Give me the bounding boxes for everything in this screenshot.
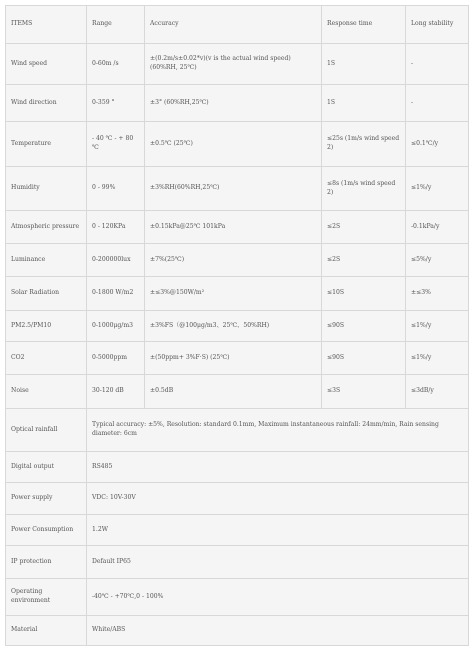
response-cell: 1S [322,85,406,122]
accuracy-cell: ±0.5dB [145,375,322,409]
table-row [6,122,469,167]
spec-row [6,452,469,483]
spec-row [6,546,469,579]
item-cell: Temperature [6,122,87,167]
stability-cell: ≤0.1℃/y [406,122,469,167]
stability-cell: ±≤3% [406,277,469,311]
spec-value-cell: Typical accuracy: ±5%, Resolution: standard 0.1mm, Maximum instantaneous rainfall: 24mm/min, Rain sensing diameter: 6cm [87,409,469,452]
response-cell: ≤90S [322,311,406,342]
stability-cell: ≤1%/y [406,342,469,375]
header-cell-long-stability: Long stability [406,6,469,44]
range-cell: 0-1000μg/m3 [87,311,145,342]
header-cell-items: ITEMS [6,6,87,44]
item-cell: Solar Radiation [6,277,87,311]
response-cell: ≤90S [322,342,406,375]
spec-value-cell: White/ABS [87,616,469,646]
item-cell: Luminance [6,244,87,277]
spec-value-cell: Default IP65 [87,546,469,579]
table-row [6,342,469,375]
header-cell-accuracy: Accuracy [145,6,322,44]
item-cell: Noise [6,375,87,409]
item-cell: Atmospheric pressure [6,211,87,244]
stability-cell: -0.1kPa/y [406,211,469,244]
range-cell: 0-60m /s [87,44,145,85]
range-cell: 0 - 99% [87,167,145,211]
spec-value-cell: VDC: 10V-30V [87,483,469,515]
spec-item-cell: Power Consumption [6,515,87,546]
range-cell: 0-359 ° [87,85,145,122]
header-cell-range: Range [87,6,145,44]
header-row [6,6,469,44]
table-row [6,375,469,409]
accuracy-cell: ±≤3%@150W/m² [145,277,322,311]
spec-table-container [5,5,468,653]
accuracy-cell: ±(50ppm+ 3%F·S) (25℃) [145,342,322,375]
spec-value-cell: RS485 [87,452,469,483]
spec-row [6,515,469,546]
response-cell: ≤8s (1m/s wind speed 2) [322,167,406,211]
spec-row [6,579,469,616]
item-cell: Wind direction [6,85,87,122]
spec-value-cell: 1.2W [87,515,469,546]
spec-row [6,483,469,515]
accuracy-cell: ±0.5℃ (25℃) [145,122,322,167]
spec-value-cell: -40℃ - +70℃,0 - 100% [87,579,469,616]
spec-item-cell: Power supply [6,483,87,515]
spec-item-cell: Digital output [6,452,87,483]
table-row [6,244,469,277]
stability-cell: - [406,85,469,122]
header-cell-response-time: Response time [322,6,406,44]
range-cell: 0-5000ppm [87,342,145,375]
stability-cell: ≤1%/y [406,167,469,211]
range-cell: 0-1800 W/m2 [87,277,145,311]
item-cell: PM2.5/PM10 [6,311,87,342]
stability-cell: ≤5%/y [406,244,469,277]
response-cell: ≤2S [322,211,406,244]
spec-row [6,616,469,646]
response-cell: ≤3S [322,375,406,409]
response-cell: ≤2S [322,244,406,277]
accuracy-cell: ±3° (60%RH,25℃) [145,85,322,122]
accuracy-cell: ±0.15kPa@25℃ 101kPa [145,211,322,244]
item-cell: Wind speed [6,44,87,85]
response-cell: ≤25s (1m/s wind speed 2) [322,122,406,167]
table-row [6,167,469,211]
response-cell: 1S [322,44,406,85]
range-cell: 0-200000lux [87,244,145,277]
response-cell: ≤10S [322,277,406,311]
accuracy-cell: ±3%RH(60%RH,25℃) [145,167,322,211]
accuracy-cell: ±(0.2m/s±0.02*v)(v is the actual wind speed) (60%RH, 25℃) [145,44,322,85]
accuracy-cell: ±3%FS（@100μg/m3、25℃、50%RH) [145,311,322,342]
item-cell: Humidity [6,167,87,211]
table-row [6,277,469,311]
stability-cell: ≤1%/y [406,311,469,342]
spec-item-cell: Material [6,616,87,646]
spec-table [5,5,469,646]
table-row [6,211,469,244]
table-row [6,44,469,85]
spec-row [6,409,469,452]
table-row [6,85,469,122]
item-cell: CO2 [6,342,87,375]
stability-cell: - [406,44,469,85]
range-cell: - 40 ℃ - + 80 ℃ [87,122,145,167]
stability-cell: ≤3dB/y [406,375,469,409]
spec-item-cell: IP protection [6,546,87,579]
accuracy-cell: ±7%(25℃) [145,244,322,277]
spec-item-cell: Optical rainfall [6,409,87,452]
table-row [6,311,469,342]
spec-item-cell: Operating environment [6,579,87,616]
range-cell: 0 - 120KPa [87,211,145,244]
range-cell: 30-120 dB [87,375,145,409]
